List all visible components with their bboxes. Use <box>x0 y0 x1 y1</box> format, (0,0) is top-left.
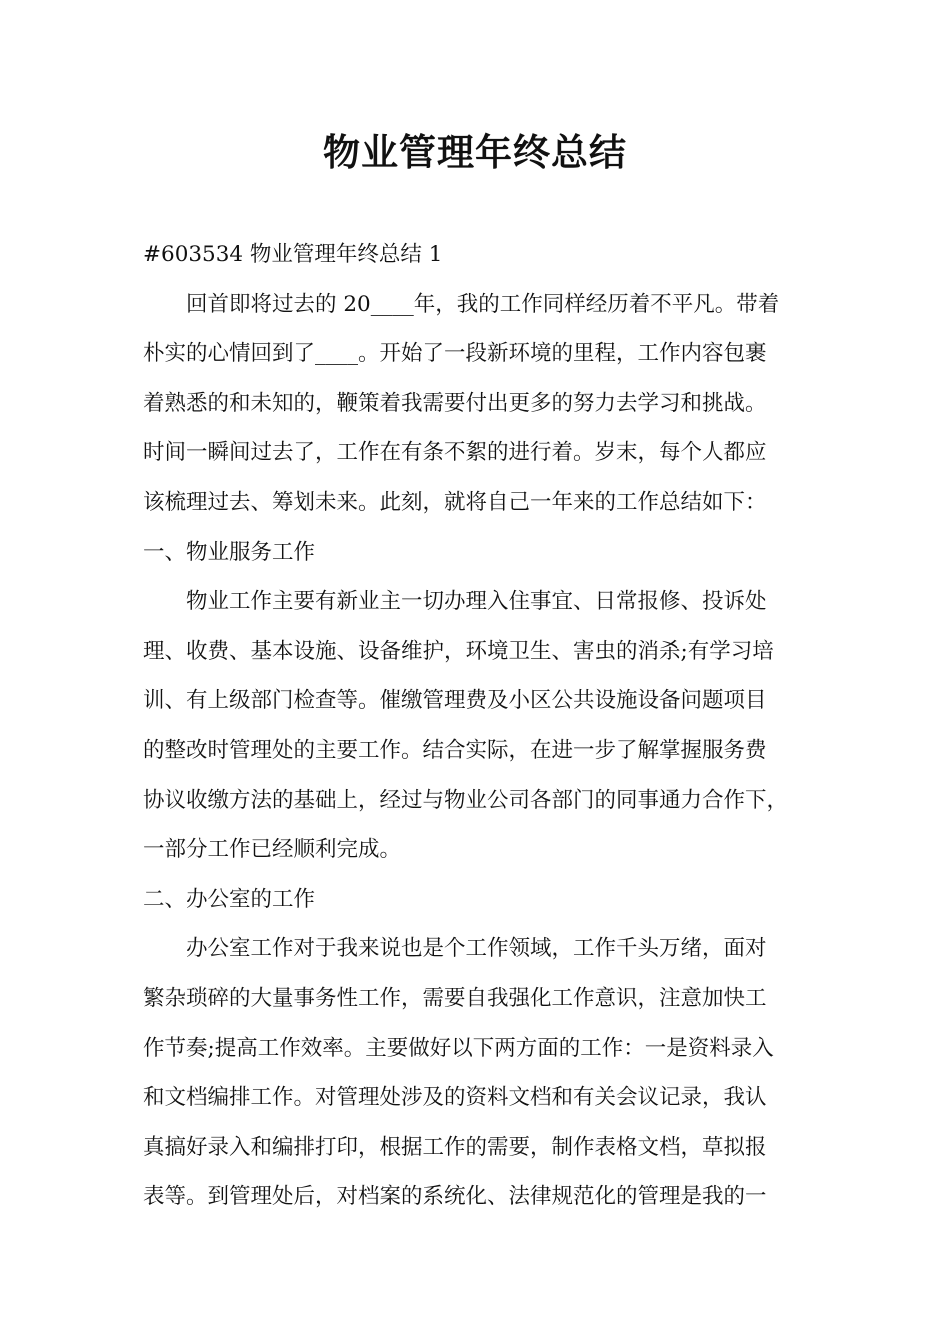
body-paragraph <box>143 924 823 1222</box>
text-line: 时间一瞬间过去了，工作在有条不絮的进行着。岁末，每个人都应 <box>143 440 767 466</box>
text-line: 作节奏;提高工作效率。主要做好以下两方面的工作：一是资料录入 <box>143 1035 774 1061</box>
text-line: 该梳理过去、筹划未来。此刻，就将自己一年来的工作总结如下： <box>143 489 767 515</box>
document-body <box>143 230 823 1222</box>
text-line: 回首即将过去的 20____年，我的工作同样经历着不平凡。带着 <box>186 291 780 317</box>
text-line: 的整改时管理处的主要工作。结合实际，在进一步了解掌握服务费 <box>143 737 767 763</box>
document-subtitle <box>143 230 823 280</box>
text-line: 训、有上级部门检查等。催缴管理费及小区公共设施设备问题项目 <box>143 688 767 714</box>
text-line: 和文档编排工作。对管理处涉及的资料文档和有关会议记录，我认 <box>143 1085 767 1111</box>
text-line: #603534 物业管理年终总结 1 <box>143 242 443 267</box>
text-line: 理、收费、基本设施、设备维护，环境卫生、害虫的消杀;有学习培 <box>143 638 774 664</box>
text-line: 一部分工作已经顺利完成。 <box>143 837 402 863</box>
text-line: 二、办公室的工作 <box>143 886 316 912</box>
text-line: 一、物业服务工作 <box>143 539 316 565</box>
body-paragraph <box>143 577 823 875</box>
document-title: 物业管理年终总结 <box>323 130 627 174</box>
body-paragraph <box>143 280 823 528</box>
section-heading <box>143 528 823 578</box>
text-line: 办公室工作对于我来说也是个工作领域，工作千头万绪，面对 <box>186 936 767 962</box>
text-line: 协议收缴方法的基础上，经过与物业公司各部门的同事通力合作下， <box>143 787 789 813</box>
text-line: 着熟悉的和未知的，鞭策着我需要付出更多的努力去学习和挑战。 <box>143 390 767 416</box>
text-line: 繁杂琐碎的大量事务性工作，需要自我强化工作意识，注意加快工 <box>143 985 767 1011</box>
text-line: 真搞好录入和编排打印，根据工作的需要，制作表格文档，草拟报 <box>143 1134 767 1160</box>
text-line: 表等。到管理处后，对档案的系统化、法律规范化的管理是我的一 <box>143 1184 767 1210</box>
section-heading <box>143 875 823 925</box>
text-line: 朴实的心情回到了____。开始了一段新环境的里程，工作内容包裹 <box>143 341 767 367</box>
text-line: 物业工作主要有新业主一切办理入住事宜、日常报修、投诉处 <box>186 589 767 615</box>
